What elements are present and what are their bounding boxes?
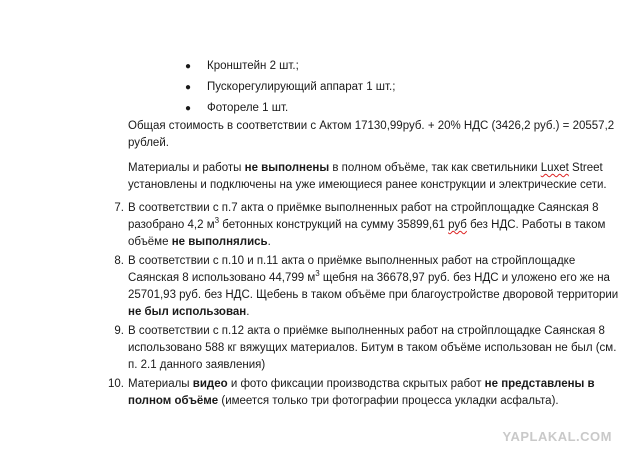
text-run: В соответствии с п.7 акта о приёмке выполненных работ на стройплощадке Саянская 8 разобрано 4,2 м: [128, 202, 599, 231]
list-item-7: [100, 200, 620, 251]
numbered-list: [100, 200, 620, 412]
text-run: В соответствии с п.10 и п.11 акта о приёмке выполненных работ на стройплощадке Саянская 8 использовано 44,799 м: [128, 255, 576, 284]
item-number: 10.: [108, 378, 124, 390]
bold-run: не был использован: [128, 306, 247, 318]
item-number: 8.: [114, 255, 124, 267]
bold-run: не выполнялись: [171, 236, 268, 248]
spellcheck-word: руб: [448, 219, 467, 231]
bullet-item: [185, 98, 565, 119]
item-number: 7.: [114, 202, 124, 214]
list-item-10: [100, 376, 620, 410]
list-item-9: [100, 323, 620, 374]
text-run: и фото фиксации производства скрытых работ: [227, 378, 485, 390]
bold-run: не представлены в полном объёме: [128, 378, 595, 407]
text-run: без НДС. Работы в таком объёме: [128, 219, 606, 248]
text-run: В соответствии с п.12 акта о приёмке выполненных работ на стройплощадке Саянская 8 использовано 588 кг вяжущих материалов. Битум в таком объёме использован не был (см. п. 2.1 данного заявления): [128, 325, 617, 371]
spellcheck-word: Luxet: [540, 162, 569, 174]
bullet-dot-icon: ●: [185, 103, 192, 114]
text-run: .: [267, 236, 271, 248]
bold-run: видео: [192, 378, 228, 390]
item-number: 9.: [114, 325, 124, 337]
watermark: YAPLAKAL.COM: [502, 429, 612, 444]
list-item-8: [100, 253, 620, 321]
bullet-list: [185, 56, 565, 119]
text-run: Материалы: [128, 378, 193, 390]
bullet-dot-icon: ●: [185, 61, 192, 72]
materials-paragraph: [128, 160, 618, 194]
total-cost-paragraph: Общая стоимость в соответствии с Актом 17130,99руб. + 20% НДС (3426,2 руб.) = 20557,2 рублей.: [128, 120, 615, 149]
text-run: щебня на 36678,97 руб. без НДС и уложено его же на 25701,93 руб. без НДС. Щебень в таком объёме при благоустройстве дворовой территории: [128, 272, 619, 301]
text-run: Street установлены и подключены на уже имеющиеся ранее конструкции и электрические сети.: [128, 162, 607, 191]
text-run: .: [246, 306, 250, 318]
bullet-text: Пускорегулирующий аппарат 1 шт.;: [207, 81, 396, 93]
bullet-item: [185, 56, 565, 77]
bold-run: не выполнены: [244, 162, 330, 174]
text-run: бетонных конструкций на сумму 35899,61: [219, 219, 449, 231]
text-run: в полном объёме, так как светильники: [329, 162, 541, 174]
text-run: (имеется только три фотографии процесса укладки асфальта).: [218, 395, 559, 407]
bullet-dot-icon: ●: [185, 82, 192, 93]
superscript: 3: [315, 269, 320, 279]
bullet-text: Кронштейн 2 шт.;: [207, 60, 299, 72]
bullet-text: Фотореле 1 шт.: [207, 102, 289, 114]
text-run: Материалы и работы: [128, 162, 245, 174]
superscript: 3: [214, 216, 220, 226]
bullet-item: [185, 77, 565, 98]
